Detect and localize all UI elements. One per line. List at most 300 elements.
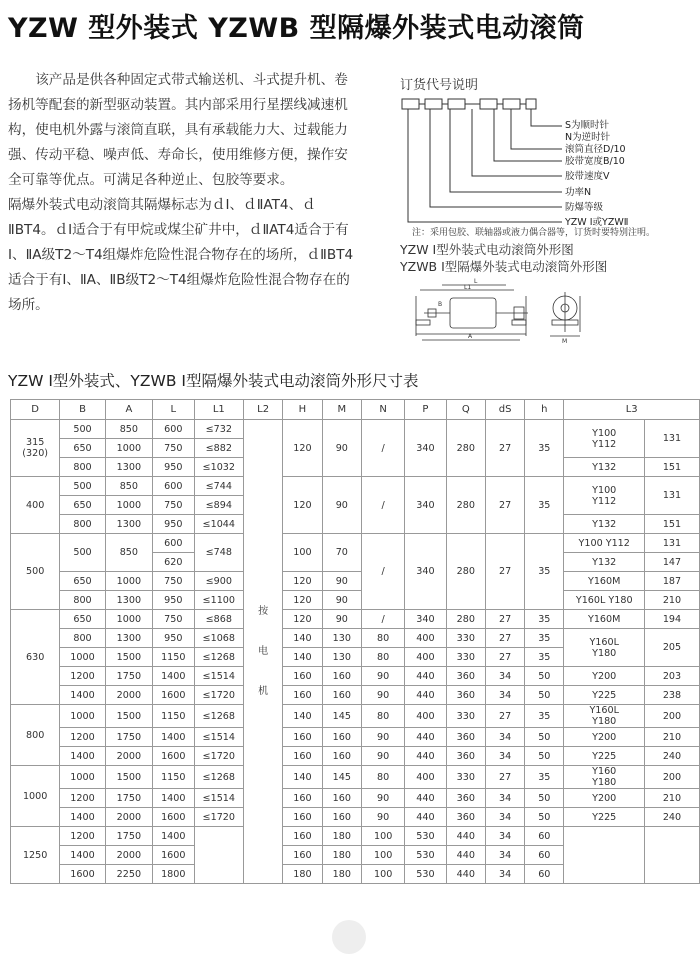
- table-row: [11, 808, 700, 827]
- cell-b: 1200: [60, 827, 105, 846]
- cell-l1: ≤894: [194, 496, 244, 515]
- table-row: [11, 420, 700, 439]
- cell-a: 1300: [105, 515, 152, 534]
- cell-l: 750: [153, 439, 195, 458]
- cell-n: 80: [362, 705, 405, 728]
- cell-p: 340: [405, 534, 446, 610]
- cell-d: 800: [11, 705, 60, 766]
- cell-l3-model: Y225: [564, 686, 645, 705]
- cell-h: 120: [283, 477, 322, 534]
- cell-l3-value: [644, 827, 699, 884]
- cell-p: 440: [405, 808, 446, 827]
- cell-l3-value: 131: [644, 420, 699, 458]
- cell-l1: [194, 827, 244, 884]
- table-row: [11, 629, 700, 648]
- intro-text: [8, 68, 358, 318]
- cell-ds: 34: [486, 865, 525, 884]
- cell-a: 1750: [105, 667, 152, 686]
- cell-l1: ≤1514: [194, 667, 244, 686]
- cell-b: 800: [60, 515, 105, 534]
- cell-q: 360: [446, 789, 485, 808]
- cell-a: 1300: [105, 591, 152, 610]
- cell-l1: ≤744: [194, 477, 244, 496]
- cell-p: 440: [405, 789, 446, 808]
- cell-l3-model: Y132: [564, 458, 645, 477]
- drum-outline-drawing: [402, 276, 592, 356]
- table-row: [11, 747, 700, 766]
- cell-a: 2000: [105, 686, 152, 705]
- cell-h: 160: [283, 808, 322, 827]
- cell-d: 400: [11, 477, 60, 534]
- cell-h: 140: [283, 705, 322, 728]
- dimension-table: [10, 399, 700, 884]
- order-note: 注：采用包胶、联轴器或液力偶合器等，订货时要特别注明。: [412, 228, 656, 238]
- cell-b: 800: [60, 591, 105, 610]
- cell-p: 400: [405, 766, 446, 789]
- cell-d: 315 (320): [11, 420, 60, 477]
- cell-n: 90: [362, 789, 405, 808]
- cell-h-small: 35: [525, 534, 564, 610]
- cell-h-small: 35: [525, 629, 564, 648]
- cell-a: 1750: [105, 728, 152, 747]
- table-row: [11, 827, 700, 846]
- cell-l: 1400: [153, 667, 195, 686]
- order-code-explanation: [400, 74, 695, 238]
- cell-h-small: 50: [525, 667, 564, 686]
- header-n: N: [362, 400, 405, 420]
- cell-l: 1600: [153, 846, 195, 865]
- cell-p: 340: [405, 420, 446, 477]
- cell-b: 1000: [60, 648, 105, 667]
- cell-b: 1200: [60, 667, 105, 686]
- cell-q: 360: [446, 667, 485, 686]
- cell-b: 650: [60, 572, 105, 591]
- cell-m: 145: [322, 705, 361, 728]
- cell-l3-value: 210: [644, 728, 699, 747]
- cell-l1: ≤1514: [194, 789, 244, 808]
- cell-n: 90: [362, 808, 405, 827]
- cell-n: 100: [362, 865, 405, 884]
- table-header-row: [11, 400, 700, 420]
- cell-ds: 34: [486, 789, 525, 808]
- cell-m: 70: [322, 534, 361, 572]
- cell-d: 1250: [11, 827, 60, 884]
- cell-m: 160: [322, 728, 361, 747]
- cell-l1: ≤1268: [194, 648, 244, 667]
- cell-p: 340: [405, 610, 446, 629]
- cell-h-small: 35: [525, 610, 564, 629]
- cell-h: 160: [283, 827, 322, 846]
- cell-m: 130: [322, 648, 361, 667]
- header-a: A: [105, 400, 152, 420]
- cell-b: 500: [60, 477, 105, 496]
- cell-h: 140: [283, 766, 322, 789]
- header-p: P: [405, 400, 446, 420]
- cell-l1: ≤882: [194, 439, 244, 458]
- drawing-label-l1: L1: [464, 284, 472, 291]
- cell-m: 130: [322, 629, 361, 648]
- cell-a: 1000: [105, 610, 152, 629]
- cell-n: 80: [362, 648, 405, 667]
- cell-l3-model: Y200: [564, 728, 645, 747]
- cell-h: 140: [283, 629, 322, 648]
- cell-b: 500: [60, 420, 105, 439]
- cell-a: 850: [105, 477, 152, 496]
- cell-m: 90: [322, 420, 361, 477]
- header-q: Q: [446, 400, 485, 420]
- cell-ds: 34: [486, 827, 525, 846]
- header-m: M: [322, 400, 361, 420]
- table-body: [11, 420, 700, 884]
- cell-l: 1400: [153, 789, 195, 808]
- cell-h: 160: [283, 728, 322, 747]
- cell-a: 1500: [105, 705, 152, 728]
- order-label-7: YZW Ⅰ或YZWⅡ: [565, 217, 629, 226]
- cell-a: 1000: [105, 572, 152, 591]
- cell-ds: 34: [486, 667, 525, 686]
- table-row: [11, 728, 700, 747]
- cell-l: 600: [153, 534, 195, 553]
- table-row: [11, 534, 700, 553]
- cell-l1: ≤1720: [194, 747, 244, 766]
- cell-l3-model: Y160 Y180: [564, 766, 645, 789]
- cell-q: 360: [446, 686, 485, 705]
- cell-q: 280: [446, 420, 485, 477]
- cell-l3-value: 205: [644, 629, 699, 667]
- cell-ds: 34: [486, 808, 525, 827]
- cell-l1: ≤1032: [194, 458, 244, 477]
- intro-paragraph-1: 该产品是供各种固定式带式输送机、斗式提升机、卷扬机等配套的新型驱动装置。其内部采用行星摆线减速机构，使电机外露与滚筒直联，具有承载能力大、过载能力强、传动平稳、噪声低、寿命长，使用维修方便，操作安全可靠等优点。可满足各种逆止、包胶等要求。: [8, 72, 348, 188]
- cell-b: 800: [60, 629, 105, 648]
- table-row: [11, 705, 700, 728]
- cell-l3-model: [564, 827, 645, 884]
- cell-h: 100: [283, 534, 322, 572]
- table-row: [11, 477, 700, 496]
- cell-p: 400: [405, 629, 446, 648]
- cell-d: 630: [11, 610, 60, 705]
- cell-l3-model: Y160L Y180: [564, 705, 645, 728]
- cell-l3-value: 240: [644, 747, 699, 766]
- cell-l: 1600: [153, 747, 195, 766]
- cell-p: 530: [405, 865, 446, 884]
- cell-h-small: 35: [525, 766, 564, 789]
- cell-l1: ≤748: [194, 534, 244, 572]
- cell-p: 530: [405, 846, 446, 865]
- cell-l: 950: [153, 591, 195, 610]
- cell-l1: ≤1044: [194, 515, 244, 534]
- intro-paragraph-2: 隔爆外装式电动滚筒其隔爆标志为ｄⅠ、ｄⅡAT4、ｄⅡBT4。ｄⅠ适合于有甲烷或煤尘矿井中，ｄⅡAT4适合于有Ⅰ、ⅡA级T2～T4组爆炸危险性混合物存在的场所，ｄⅡBT4适合于有Ⅰ、ⅡA、ⅡB级T2～T4组爆炸危险性混合物存在的场所。: [8, 197, 354, 313]
- cell-q: 440: [446, 827, 485, 846]
- cell-l: 600: [153, 420, 195, 439]
- cell-m: 90: [322, 477, 361, 534]
- cell-l: 1400: [153, 728, 195, 747]
- cell-m: 145: [322, 766, 361, 789]
- cell-p: 340: [405, 477, 446, 534]
- cell-l3-model: Y200: [564, 667, 645, 686]
- header-d: D: [11, 400, 60, 420]
- cell-m: 180: [322, 865, 361, 884]
- cell-p: 440: [405, 667, 446, 686]
- header-ds: dS: [486, 400, 525, 420]
- cell-l3-model: Y225: [564, 747, 645, 766]
- cell-b: 1600: [60, 865, 105, 884]
- watermark-logo: [332, 920, 366, 954]
- order-label-6: 防爆等级: [565, 202, 604, 213]
- cell-h: 160: [283, 846, 322, 865]
- cell-a: 850: [105, 534, 152, 572]
- order-label-0: S为顺时针: [565, 120, 610, 131]
- cell-m: 160: [322, 667, 361, 686]
- cell-l3-value: 194: [644, 610, 699, 629]
- cell-m: 180: [322, 827, 361, 846]
- cell-l3-value: 240: [644, 808, 699, 827]
- cell-p: 530: [405, 827, 446, 846]
- cell-m: 160: [322, 808, 361, 827]
- cell-l3-model: Y100 Y112: [564, 420, 645, 458]
- cell-l3-value: 203: [644, 667, 699, 686]
- cell-p: 400: [405, 648, 446, 667]
- cell-q: 330: [446, 705, 485, 728]
- cell-h-small: 60: [525, 827, 564, 846]
- cell-l3-value: 187: [644, 572, 699, 591]
- cell-b: 650: [60, 610, 105, 629]
- cell-l3-value: 131: [644, 477, 699, 515]
- table-title: YZW Ⅰ型外装式、YZWB Ⅰ型隔爆外装式电动滚筒外形尺寸表: [8, 372, 419, 390]
- cell-l3-value: 131: [644, 534, 699, 553]
- cell-ds: 27: [486, 766, 525, 789]
- header-b: B: [60, 400, 105, 420]
- cell-l1: ≤1514: [194, 728, 244, 747]
- cell-b: 1000: [60, 705, 105, 728]
- cell-m: 180: [322, 846, 361, 865]
- cell-l1: ≤1268: [194, 705, 244, 728]
- cell-q: 360: [446, 808, 485, 827]
- cell-l3-model: Y160L Y180: [564, 591, 645, 610]
- cell-l: 1400: [153, 827, 195, 846]
- cell-a: 1750: [105, 789, 152, 808]
- order-label-5: 功率N: [565, 187, 592, 198]
- cell-l3-value: 151: [644, 458, 699, 477]
- cell-n: 90: [362, 667, 405, 686]
- cell-l2: 按 电 机: [244, 420, 283, 884]
- cell-h-small: 35: [525, 477, 564, 534]
- cell-h: 180: [283, 865, 322, 884]
- table-row: [11, 667, 700, 686]
- cell-n: 100: [362, 827, 405, 846]
- cell-h: 160: [283, 789, 322, 808]
- cell-ds: 34: [486, 728, 525, 747]
- dimension-drawing-titles: [400, 241, 607, 275]
- header-l3: L3: [564, 400, 700, 420]
- cell-p: 440: [405, 747, 446, 766]
- cell-h-small: 50: [525, 747, 564, 766]
- order-label-1: N为逆时针: [565, 132, 611, 143]
- order-label-3: 胶带宽度B/10: [565, 156, 625, 167]
- cell-l: 1600: [153, 808, 195, 827]
- cell-m: 90: [322, 591, 361, 610]
- cell-l3-value: 200: [644, 766, 699, 789]
- cell-ds: 27: [486, 648, 525, 667]
- cell-ds: 27: [486, 629, 525, 648]
- order-code-diagram: [400, 88, 695, 226]
- cell-h-small: 50: [525, 789, 564, 808]
- cell-h: 160: [283, 747, 322, 766]
- cell-ds: 27: [486, 610, 525, 629]
- cell-l3-model: Y200: [564, 789, 645, 808]
- drawing-label-b: B: [438, 301, 443, 308]
- cell-l3-value: 147: [644, 553, 699, 572]
- cell-l: 600: [153, 477, 195, 496]
- cell-a: 1300: [105, 629, 152, 648]
- cell-l3-model: Y160L Y180: [564, 629, 645, 667]
- cell-l1: ≤868: [194, 610, 244, 629]
- cell-n: /: [362, 610, 405, 629]
- cell-q: 330: [446, 648, 485, 667]
- cell-l1: ≤1268: [194, 766, 244, 789]
- cell-a: 2000: [105, 846, 152, 865]
- cell-m: 160: [322, 686, 361, 705]
- cell-n: 100: [362, 846, 405, 865]
- cell-a: 1500: [105, 648, 152, 667]
- cell-l3-model: Y132: [564, 515, 645, 534]
- cell-b: 1400: [60, 747, 105, 766]
- cell-ds: 34: [486, 747, 525, 766]
- cell-b: 800: [60, 458, 105, 477]
- cell-d: 500: [11, 534, 60, 610]
- cell-l1: ≤1720: [194, 686, 244, 705]
- drawing-title-yzw: YZW Ⅰ型外装式电动滚筒外形图: [400, 242, 574, 257]
- cell-n: 80: [362, 629, 405, 648]
- header-h: H: [283, 400, 322, 420]
- cell-q: 440: [446, 846, 485, 865]
- cell-m: 90: [322, 610, 361, 629]
- cell-n: 90: [362, 686, 405, 705]
- cell-l: 620: [153, 553, 195, 572]
- cell-b: 1400: [60, 808, 105, 827]
- cell-b: 1200: [60, 728, 105, 747]
- header-l2: L2: [244, 400, 283, 420]
- cell-h-small: 50: [525, 686, 564, 705]
- cell-l1: ≤1068: [194, 629, 244, 648]
- table-row: [11, 591, 700, 610]
- cell-h: 160: [283, 686, 322, 705]
- order-label-4: 胶带速度V: [565, 171, 610, 182]
- cell-l: 950: [153, 629, 195, 648]
- cell-h: 120: [283, 591, 322, 610]
- table-row: [11, 789, 700, 808]
- cell-b: 650: [60, 439, 105, 458]
- cell-h: 140: [283, 648, 322, 667]
- cell-h-small: 60: [525, 846, 564, 865]
- cell-a: 2250: [105, 865, 152, 884]
- cell-l1: ≤1720: [194, 808, 244, 827]
- cell-h: 120: [283, 610, 322, 629]
- cell-m: 160: [322, 747, 361, 766]
- cell-ds: 27: [486, 705, 525, 728]
- cell-n: 90: [362, 747, 405, 766]
- cell-n: /: [362, 534, 405, 610]
- cell-d: 1000: [11, 766, 60, 827]
- cell-l1: ≤732: [194, 420, 244, 439]
- cell-l: 1150: [153, 766, 195, 789]
- cell-a: 1750: [105, 827, 152, 846]
- header-l1: L1: [194, 400, 244, 420]
- cell-a: 2000: [105, 747, 152, 766]
- table-row: [11, 766, 700, 789]
- cell-a: 2000: [105, 808, 152, 827]
- cell-q: 280: [446, 477, 485, 534]
- cell-b: 1000: [60, 766, 105, 789]
- cell-n: /: [362, 420, 405, 477]
- cell-h: 120: [283, 572, 322, 591]
- drawing-label-l: L: [474, 278, 478, 285]
- cell-ds: 27: [486, 477, 525, 534]
- page-title: YZW 型外装式 YZWB 型隔爆外装式电动滚筒: [8, 13, 585, 44]
- drawing-label-m: M: [562, 338, 568, 345]
- order-label-2: 滚筒直径D/10: [565, 144, 626, 155]
- drawing-title-yzwb: YZWB Ⅰ型隔爆外装式电动滚筒外形图: [400, 259, 608, 274]
- cell-ds: 27: [486, 534, 525, 610]
- cell-l3-model: Y100 Y112: [564, 477, 645, 515]
- cell-l: 1800: [153, 865, 195, 884]
- table-row: [11, 686, 700, 705]
- cell-h-small: 50: [525, 808, 564, 827]
- cell-l: 1150: [153, 705, 195, 728]
- cell-h-small: 35: [525, 705, 564, 728]
- cell-ds: 34: [486, 686, 525, 705]
- cell-p: 440: [405, 686, 446, 705]
- cell-n: 90: [362, 728, 405, 747]
- cell-l3-model: Y132: [564, 553, 645, 572]
- cell-p: 440: [405, 728, 446, 747]
- cell-l: 1150: [153, 648, 195, 667]
- cell-l: 750: [153, 572, 195, 591]
- cell-l: 750: [153, 496, 195, 515]
- cell-l1: ≤1100: [194, 591, 244, 610]
- cell-m: 160: [322, 789, 361, 808]
- cell-n: /: [362, 477, 405, 534]
- cell-l3-value: 238: [644, 686, 699, 705]
- cell-l: 950: [153, 458, 195, 477]
- cell-q: 280: [446, 610, 485, 629]
- table-row: [11, 610, 700, 629]
- cell-b: 650: [60, 496, 105, 515]
- cell-l3-value: 151: [644, 515, 699, 534]
- cell-l1: ≤900: [194, 572, 244, 591]
- cell-m: 90: [322, 572, 361, 591]
- cell-a: 1000: [105, 496, 152, 515]
- cell-l: 950: [153, 515, 195, 534]
- cell-b: 1200: [60, 789, 105, 808]
- cell-a: 1500: [105, 766, 152, 789]
- cell-l3-model: Y160M: [564, 572, 645, 591]
- cell-h: 120: [283, 420, 322, 477]
- cell-h-small: 50: [525, 728, 564, 747]
- cell-l3-value: 210: [644, 591, 699, 610]
- cell-q: 360: [446, 728, 485, 747]
- cell-q: 330: [446, 766, 485, 789]
- cell-l: 750: [153, 610, 195, 629]
- cell-a: 1000: [105, 439, 152, 458]
- cell-h-small: 60: [525, 865, 564, 884]
- cell-q: 330: [446, 629, 485, 648]
- cell-h: 160: [283, 667, 322, 686]
- cell-l3-model: Y225: [564, 808, 645, 827]
- order-code-title: 订货代号说明: [400, 78, 479, 93]
- cell-q: 440: [446, 865, 485, 884]
- cell-h-small: 35: [525, 648, 564, 667]
- cell-b: 500: [60, 534, 105, 572]
